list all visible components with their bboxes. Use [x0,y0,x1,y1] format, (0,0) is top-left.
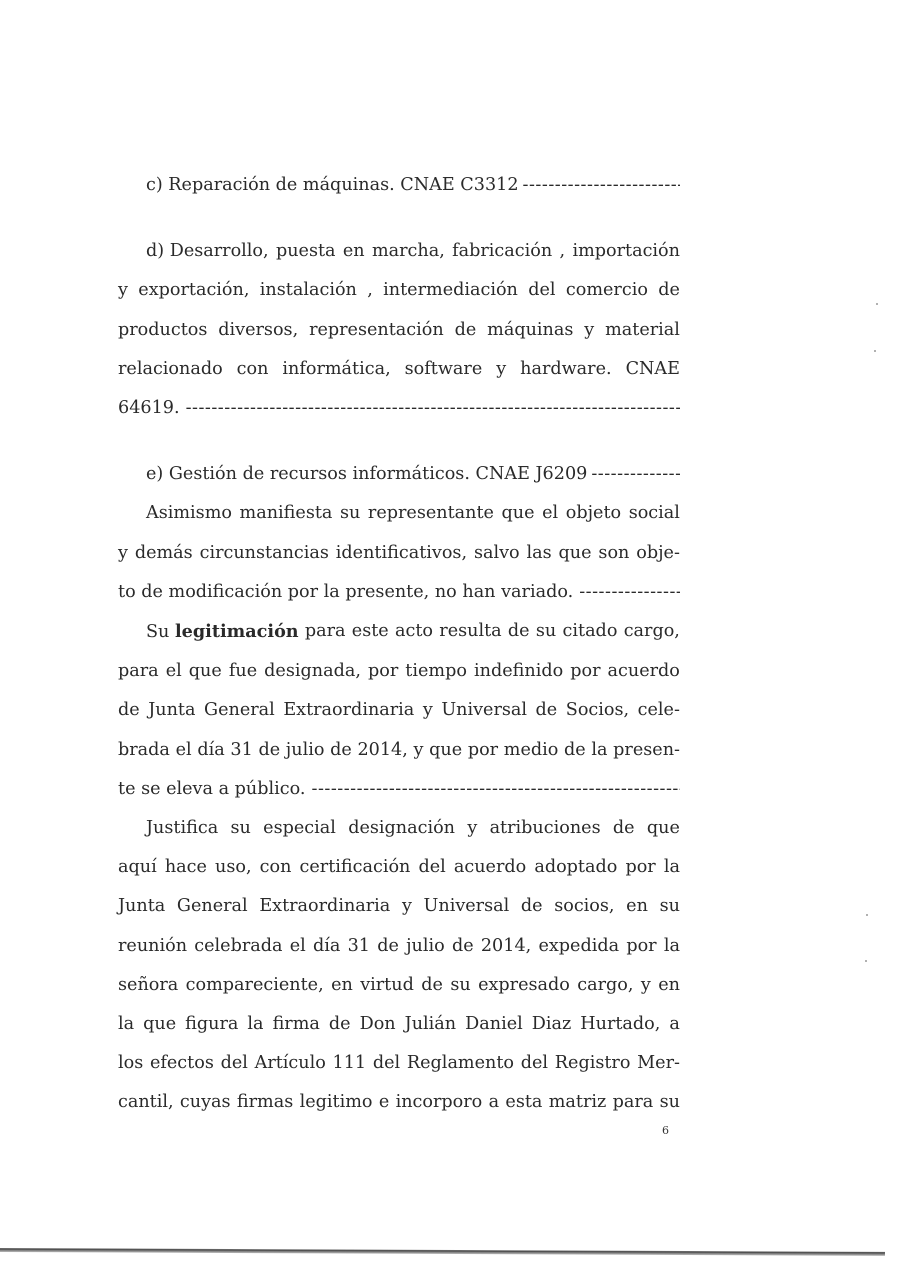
word: designación [348,818,456,839]
word: marcha, [371,241,445,262]
word: 31 [230,739,253,760]
word: Justifica [146,818,219,839]
word: certificación [299,857,411,878]
word: celebrada [194,935,283,956]
word: las [526,542,552,563]
word: legitimo [299,1092,373,1113]
word: el [289,935,306,956]
word: diversos, [218,319,299,340]
word: son [598,542,630,563]
paragraph-legitimacion-end-text: te se eleva a público. [118,778,306,799]
word: y [467,818,478,839]
word: , [559,241,566,262]
dash-filler [312,770,680,809]
paragraph-legitimacion-first-line [118,612,680,652]
word: figura [185,1014,239,1035]
word: la [663,935,680,956]
text-line [118,927,680,966]
dash-filler [579,573,680,612]
word: Don [359,1014,396,1035]
bottom-scan-edge-line [0,1248,885,1256]
text-line [118,887,680,926]
text-line [118,494,680,533]
word: aquí [118,857,157,878]
word: comercio [565,280,648,301]
word: expresado [478,974,570,995]
word: su [339,503,361,524]
word: de [454,319,477,340]
text-line [118,848,680,887]
word: que [429,739,463,760]
word: software [404,358,483,379]
word: socios, [554,896,615,917]
paragraph-asimismo [118,494,680,572]
word: CNAE [625,358,680,379]
word: cele- [637,700,680,721]
text-line [118,534,680,573]
word: con [259,857,292,878]
word: Socios, [565,700,630,721]
word: firma [272,1014,320,1035]
word: General [204,700,275,721]
word: , [367,280,373,301]
word: su [230,818,251,839]
word: del [372,1053,401,1074]
word: d) Desarrollo, [146,241,269,262]
word: que [188,661,222,682]
word: indefinido [474,661,564,682]
word: los [118,1053,144,1074]
dash-filler [186,389,680,428]
word: efectos [149,1053,214,1074]
word: Hurtado, [580,1014,661,1035]
word: intermediación [383,280,518,301]
word: reunión [118,935,188,956]
paragraph-e [118,455,680,494]
word: su [535,621,557,642]
paragraph-d-end [118,389,680,428]
word: del [528,280,556,301]
word: de [535,700,558,721]
word: informática, [282,358,391,379]
word: su [450,974,471,995]
word: manifiesta [239,503,333,524]
word: este [351,621,389,642]
word: día [197,739,225,760]
word: incorporo [395,1092,483,1113]
word: en [342,241,365,262]
word: virtud [360,974,414,995]
word: para [612,1092,654,1113]
word: obje- [636,542,680,563]
word: brada [118,739,170,760]
word: demás [134,542,193,563]
word: importación [572,241,680,262]
word: y [401,896,412,917]
su-prefix: Su legitimación [146,621,299,643]
word: hace [164,857,207,878]
word: de [328,1014,351,1035]
word: salvo [473,542,520,563]
scan-speck [874,350,876,352]
word: de [520,896,543,917]
paragraph-legitimacion [118,652,680,770]
word: social [628,503,680,524]
word: representación [309,319,444,340]
word: de [451,935,474,956]
word: Extraordinaria [283,700,415,721]
scan-speck [865,960,867,962]
page-number: 6 [662,1124,669,1137]
word: el [175,739,192,760]
word: cargo, [577,974,634,995]
word: la [591,739,608,760]
word: de [377,935,399,956]
word: y [118,280,128,301]
word: medio [503,739,559,760]
word: especial [263,818,336,839]
word: Artículo [254,1053,326,1074]
word: y [413,739,424,760]
word: Asimismo [146,503,232,524]
word: de [330,739,352,760]
word: Diaz [531,1014,572,1035]
word: a [488,1092,500,1113]
word: Mer- [637,1053,680,1074]
word: a [669,1014,680,1035]
word: atribuciones [489,818,601,839]
word: 2014, [357,739,408,760]
word: de [118,700,140,721]
word: exportación, [138,280,250,301]
word: del [418,857,446,878]
word: con [236,358,269,379]
word: productos [118,319,208,340]
word: del [220,1053,248,1074]
word: la [247,1014,264,1035]
word: la [663,857,680,878]
word: Extraordinaria [259,896,391,917]
text-line [118,1044,680,1083]
paragraph-legitimacion-end [118,770,680,809]
word: su [659,1092,680,1113]
paragraph-e-text: e) Gestión de recursos informáticos. CNAE J6209 [146,464,588,485]
dash-filler [591,455,680,494]
text-line [118,652,680,691]
scan-speck [866,914,868,916]
word: de [612,818,635,839]
word: en [658,974,680,995]
word: máquinas [487,319,574,340]
word: de [258,739,281,760]
word: día [312,935,341,956]
word: que [558,542,592,563]
paragraph-c-text: c) Reparación de máquinas. CNAE C3312 [146,175,519,195]
paragraph-d-end-text: 64619. [118,398,180,419]
word: General [176,896,248,917]
word: tiempo [405,661,467,682]
word: por [467,739,499,760]
word: cantil, [118,1092,174,1113]
word: cargo, [623,621,680,642]
word: puesta [275,241,336,262]
word: acuerdo [453,857,527,878]
word: citado [562,621,618,642]
word: y [496,358,507,379]
scan-speck [876,303,878,305]
word: identificativos, [335,542,468,563]
paragraph-justifica [118,809,680,1123]
word: la [118,1014,135,1035]
text-line [118,350,680,389]
text-line [118,271,680,310]
word: expedida [538,935,620,956]
word: en [626,896,648,917]
word: Daniel [465,1014,523,1035]
legitimacion-bold: legitimación [174,621,299,643]
word: que [501,503,535,524]
word: y [118,542,128,563]
word: circunstancias [199,542,329,563]
word: julio [285,739,325,760]
word: e [378,1092,390,1113]
word: esta [505,1092,543,1113]
word: presen- [613,739,680,760]
word: Junta [148,700,196,721]
word: de [564,739,586,760]
word: de [507,621,530,642]
word: 111 [332,1053,367,1074]
word: de [421,974,443,995]
word: adoptado [534,857,618,878]
word: por [367,661,399,682]
word: por [625,857,656,878]
word: su [659,896,680,917]
word: el [542,503,559,524]
word: por [570,661,601,682]
word: por [626,935,657,956]
word: señora [118,974,179,995]
word: el [165,661,182,682]
word: material [605,319,680,340]
word: matriz [548,1092,607,1113]
word: fue [228,661,258,682]
word: acuerdo [607,661,680,682]
word: de [658,280,680,301]
word: para [118,661,159,682]
word: 2014, [480,935,532,956]
word: y [584,319,595,340]
text-line [118,731,680,770]
word: que [646,818,680,839]
text-line [118,691,680,730]
word: resulta [439,621,502,642]
word: que [143,1014,177,1035]
word: y [640,974,651,995]
word: compareciente, [185,974,324,995]
word: 31 [347,935,370,956]
word: Reglamento [406,1053,515,1074]
word: objeto [565,503,622,524]
paragraph-c [118,166,680,205]
text-line [118,966,680,1005]
word: para [304,621,346,642]
word: firmas [236,1092,294,1113]
word: instalación [259,280,357,301]
paragraph-asimismo-end-text: to de modificación por la presente, no han variado. [118,581,574,602]
word: designada, [264,661,361,682]
word: uso, [215,857,252,878]
text-line [118,1005,680,1044]
word: Junta [118,896,166,917]
dash-filler [523,166,680,205]
word: hardware. [520,358,612,379]
word: Universal [441,700,528,721]
word: acto [395,621,434,642]
word: relacionado [118,358,223,379]
text-line [118,1083,680,1122]
word: cuyas [179,1092,231,1113]
word: julio [406,935,445,956]
paragraph-d [118,232,680,389]
word: Julián [404,1014,457,1035]
word: fabricación [452,241,553,262]
document-body [118,166,680,1123]
word: y [422,700,433,721]
paragraph-asimismo-end [118,573,680,612]
word: representante [367,503,494,524]
word: del [520,1053,549,1074]
word: Universal [423,896,510,917]
text-line [118,809,680,848]
word: en [331,974,353,995]
text-line [118,311,680,350]
word: Registro [554,1053,631,1074]
text-line [118,232,680,271]
